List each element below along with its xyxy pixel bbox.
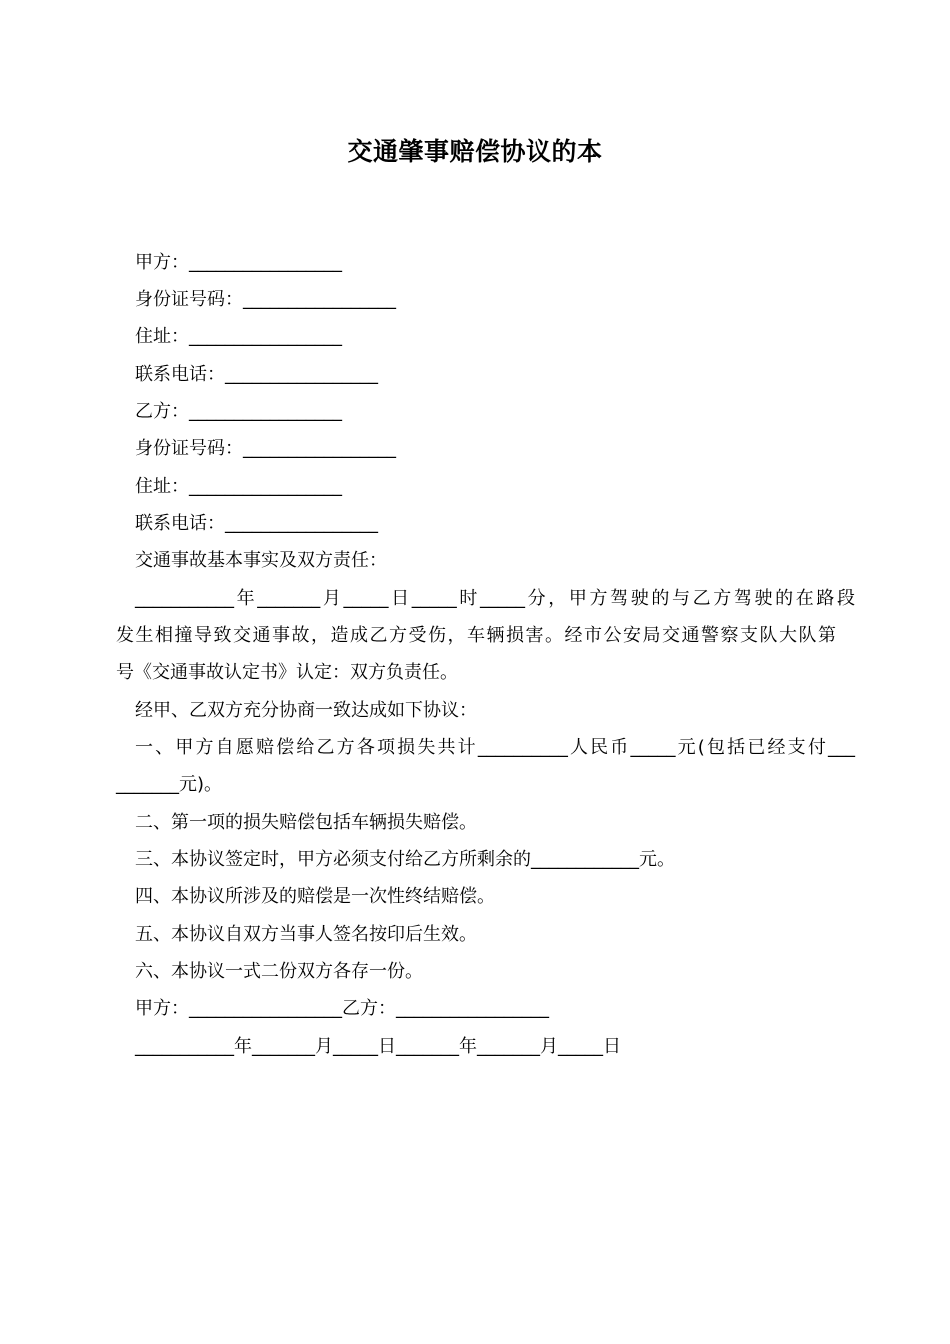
signature-line: 甲方：_________________乙方：_________________	[135, 998, 549, 1019]
party-b-phone-line: 联系电话：_________________	[135, 513, 378, 534]
party-a-name-line: 甲方：_________________	[135, 252, 342, 273]
clause-6: 六、本协议一式二份双方各存一份。	[135, 961, 423, 982]
clause-3: 三、本协议签定时，甲方必须支付给乙方所剩余的____________元。	[135, 849, 675, 870]
accident-paragraph-line-3: 号《交通事故认定书》认定：双方负责任。	[116, 662, 458, 683]
accident-paragraph-line-2: 发生相撞导致交通事故，造成乙方受伤，车辆损害。经市公安局交通警察支队大队第	[116, 625, 836, 646]
clause-5: 五、本协议自双方当事人签名按印后生效。	[135, 924, 477, 945]
party-b-id-line: 身份证号码：_________________	[135, 438, 396, 459]
party-a-id-line: 身份证号码：_________________	[135, 289, 396, 310]
document-title: 交通肇事赔偿协议的本	[347, 137, 603, 166]
party-b-address-line: 住址：_________________	[135, 476, 342, 497]
clause-2: 二、第一项的损失赔偿包括车辆损失赔偿。	[135, 812, 477, 833]
party-b-name-line: 乙方：_________________	[135, 401, 342, 422]
signature-date-line: ___________年_______月_____日_______年_______月_____日	[135, 1036, 621, 1057]
accident-paragraph-line-1: ___________年_______月_____日_____时_____分，甲方驾驶的与乙方驾驶的在路段	[135, 588, 855, 609]
clause-1-line-1: 一、甲方自愿赔偿给乙方各项损失共计__________人民币_____元(包括已经支付___	[135, 737, 855, 758]
agreement-intro: 经甲、乙双方充分协商一致达成如下协议：	[135, 700, 477, 721]
clause-1-line-2: _______元)。	[116, 774, 223, 795]
party-a-address-line: 住址：_________________	[135, 326, 342, 347]
party-a-phone-line: 联系电话：_________________	[135, 364, 378, 385]
clause-4: 四、本协议所涉及的赔偿是一次性终结赔偿。	[135, 886, 495, 907]
accident-facts-heading: 交通事故基本事实及双方责任：	[135, 550, 387, 571]
